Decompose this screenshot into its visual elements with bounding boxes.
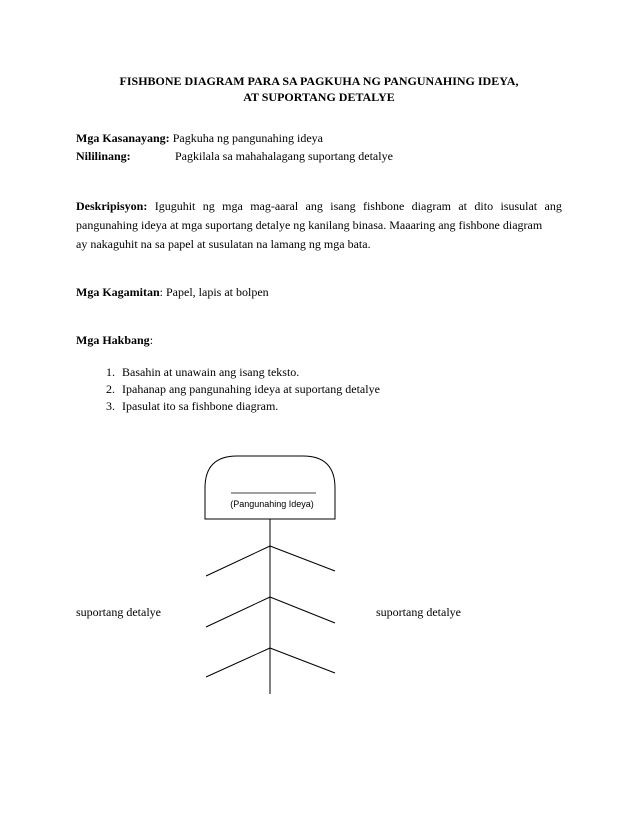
fish-head-label: (Pangunahing Ideya)	[230, 499, 314, 509]
left-support-label: suportang detalye	[76, 605, 161, 619]
deskripsiyon-word: ang	[305, 199, 323, 213]
step-item: 1. Basahin at unawain ang isang teksto.	[118, 364, 380, 381]
deskripsiyon-word: ang	[544, 199, 562, 213]
kagamitan-label: Mga Kagamitan	[76, 285, 160, 299]
deskripsiyon-word: dito	[474, 199, 494, 213]
deskripsiyon-word: isusulat	[500, 199, 538, 213]
fish-head-shape	[205, 456, 335, 519]
title-line-2: AT SUPORTANG DETALYE	[243, 90, 395, 104]
deskripsiyon-line-3: ay nakaguhit na sa papel at susulatan na lamang ng mga bata.	[76, 237, 371, 251]
bone-lower-right	[270, 648, 335, 673]
deskripsiyon-word: diagram	[411, 199, 451, 213]
kagamitan-value: : Papel, lapis at bolpen	[159, 285, 269, 299]
bone-upper-right	[270, 546, 335, 571]
deskripsiyon-word: at	[458, 199, 468, 213]
hakbang-colon: :	[149, 333, 154, 347]
nililinang-value: Pagkilala sa mahahalagang suportang detalye	[175, 149, 393, 163]
deskripsiyon-line-2: pangunahing ideya at mga suportang detalye ng kanilang binasa. Maaaring ang fishbone diagram	[76, 218, 543, 232]
deskripsiyon-word: Iguguhit	[154, 199, 196, 213]
deskripsiyon-word: mga	[222, 199, 243, 213]
kasanayang-value: Pagkuha ng pangunahing ideya	[172, 131, 323, 145]
bone-middle-left	[206, 597, 270, 627]
nililinang-label: Nililinang:	[76, 149, 131, 163]
bone-upper-left	[206, 546, 270, 576]
deskripsiyon-word: mag-aaral	[250, 199, 299, 213]
deskripsiyon-word: isang	[330, 199, 356, 213]
right-support-label: suportang detalye	[376, 605, 461, 619]
hakbang-label: Mga Hakbang	[76, 333, 150, 347]
bone-lower-left	[206, 648, 270, 677]
step-item: 3. Ipasulat ito sa fishbone diagram.	[118, 398, 380, 415]
deskripsiyon-label: Deskripisyon:	[76, 199, 148, 213]
deskripsiyon-word: ng	[202, 199, 215, 213]
title-line-1: FISHBONE DIAGRAM PARA SA PAGKUHA NG PANGUNAHING IDEYA,	[119, 74, 519, 88]
bone-middle-right	[270, 597, 335, 623]
kasanayang-label: Mga Kasanayang:	[76, 131, 170, 145]
step-item: 2. Ipahanap ang pangunahing ideya at suportang detalye	[118, 381, 380, 398]
deskripsiyon-word: fishbone	[362, 199, 405, 213]
